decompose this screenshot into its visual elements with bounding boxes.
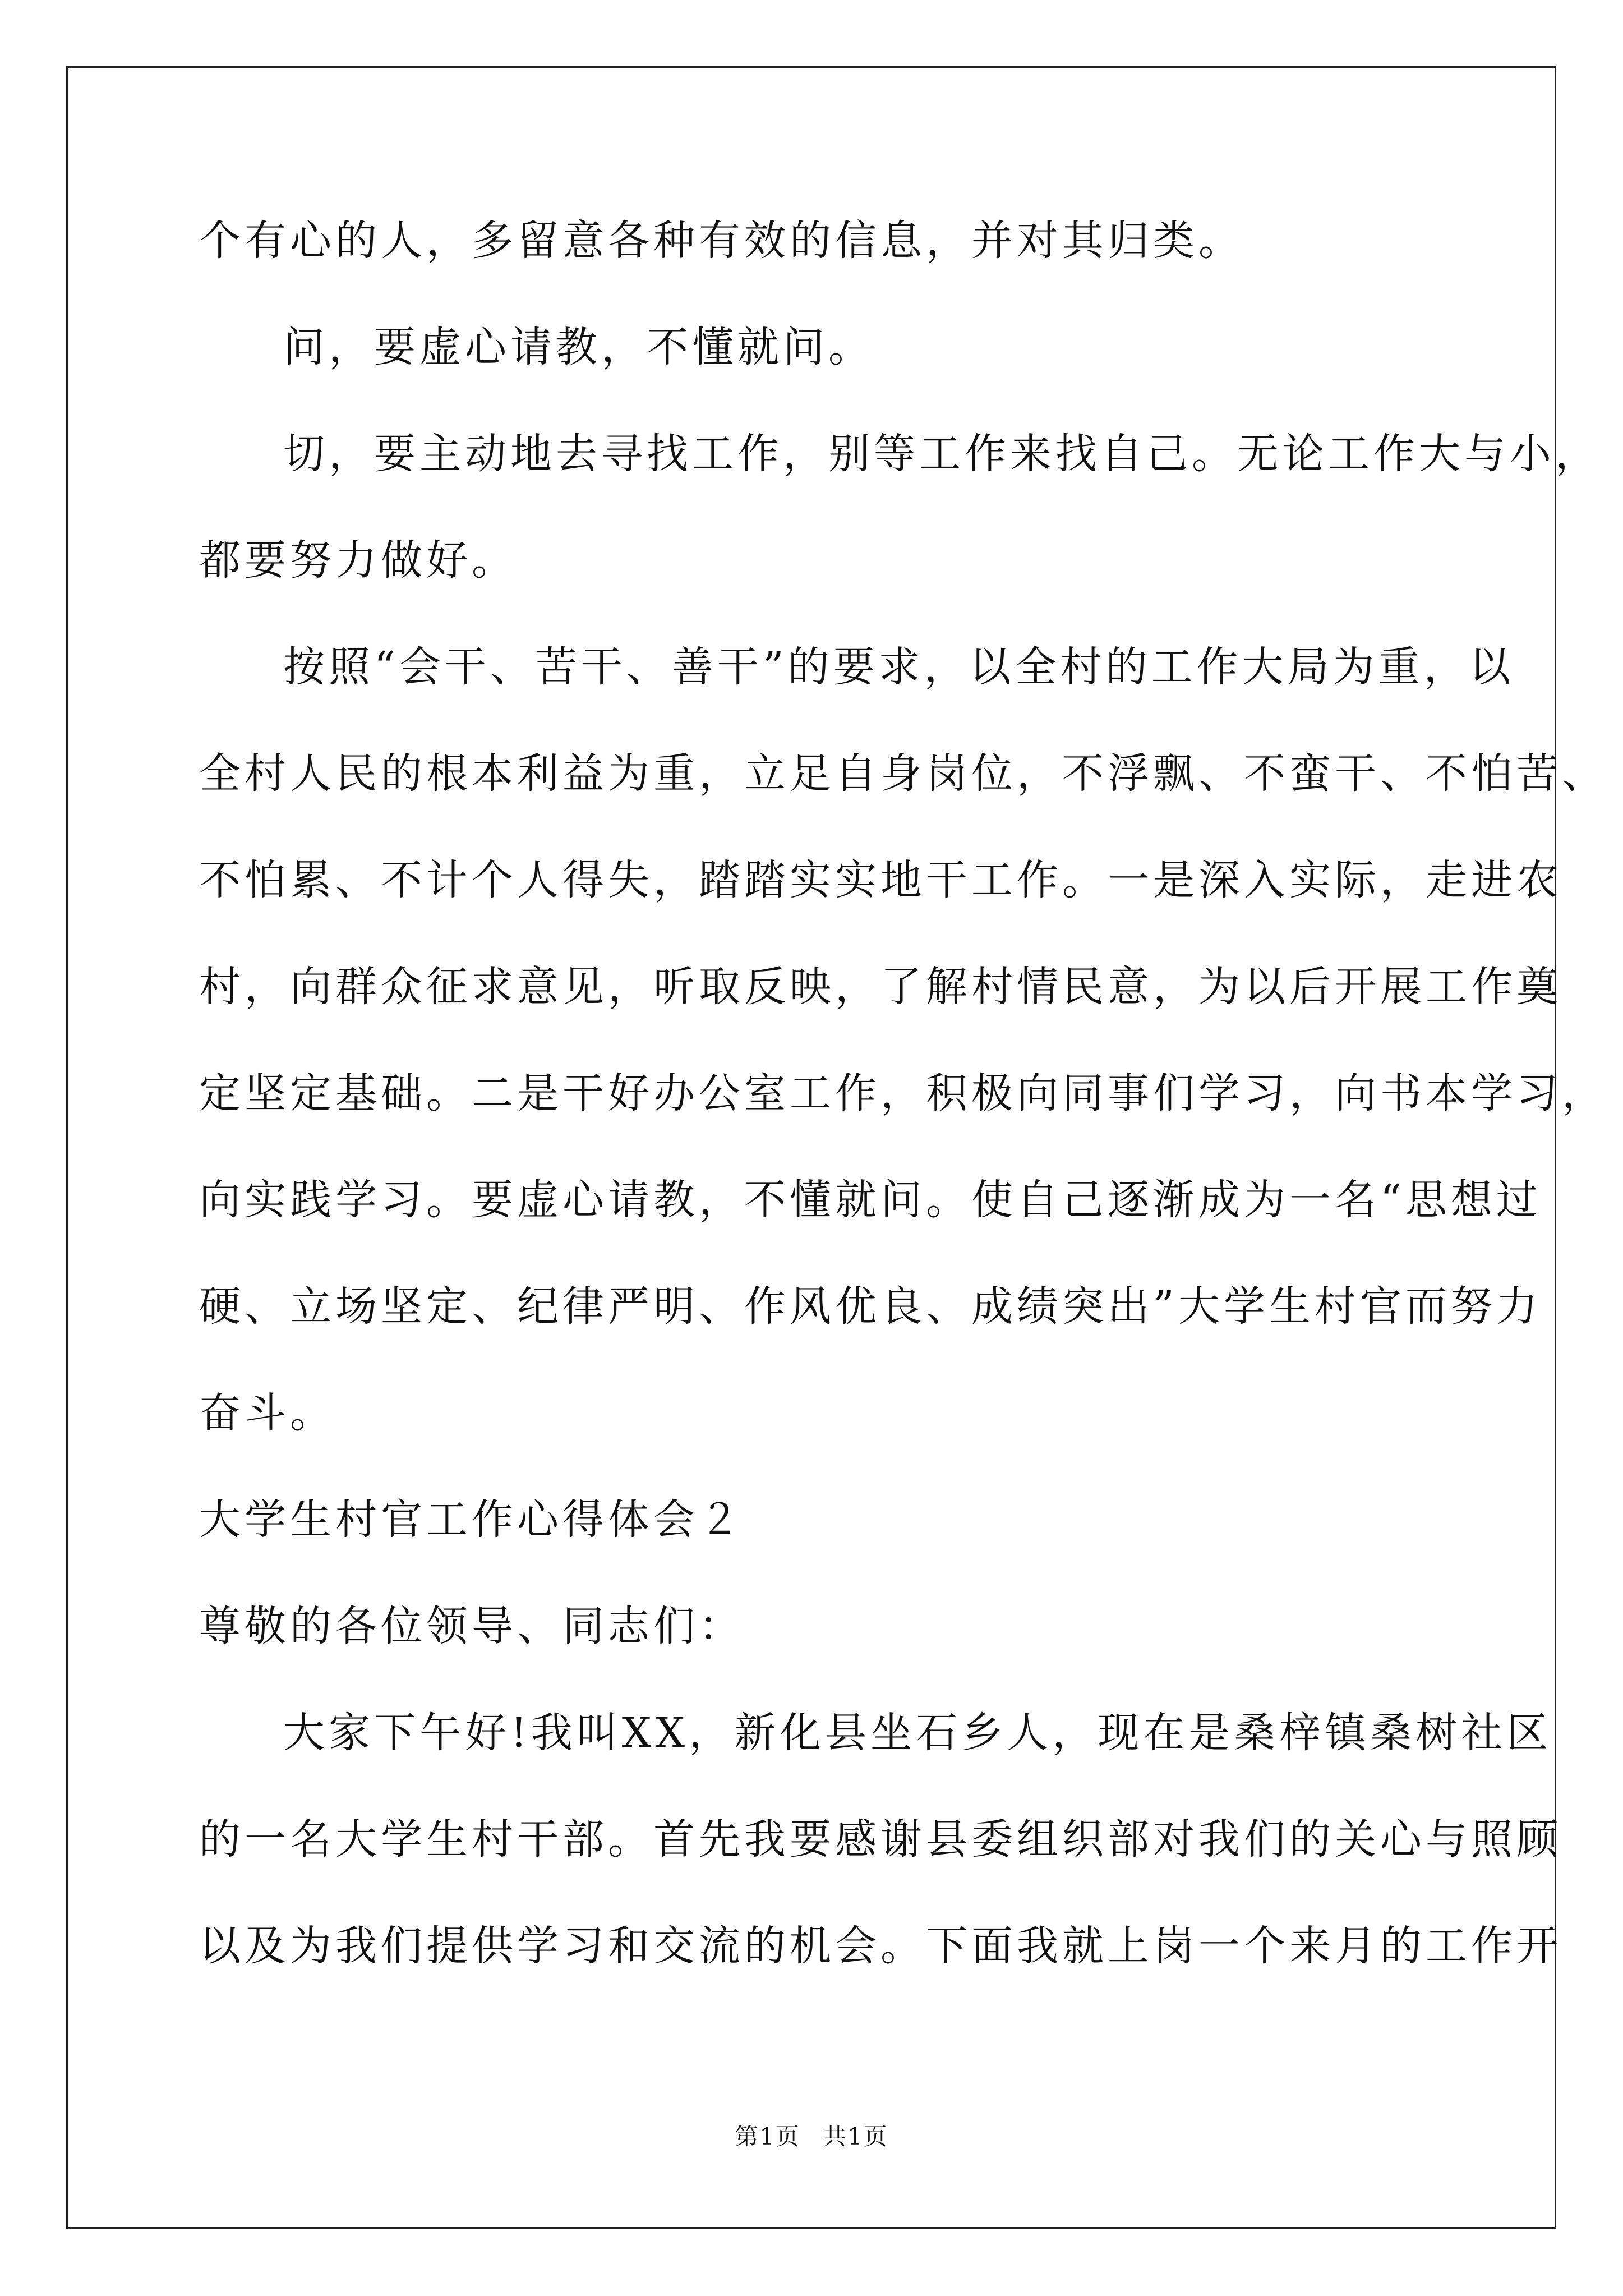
text-line-3: 切，要主动地去寻找工作，别等工作来找自己。无论工作大与小， xyxy=(283,430,1601,478)
text-line-12: 奋斗。 xyxy=(199,1389,335,1437)
text-line-15: 大家下午好!我叫XX，新化县坐石乡人，现在是桑梓镇桑树社区 xyxy=(283,1709,1552,1757)
text-line-2: 问，要虚心请教，不懂就问。 xyxy=(283,323,874,371)
text-line-5: 按照“会干、苦干、善干”的要求，以全村的工作大局为重，以 xyxy=(283,643,1515,691)
text-line-17: 以及为我们提供学习和交流的机会。下面我就上岗一个来月的工作开 xyxy=(199,1922,1562,1970)
salutation-line: 尊敬的各位领导、同志们： xyxy=(199,1602,744,1650)
text-line-1: 个有心的人，多留意各种有效的信息，并对其归类。 xyxy=(199,217,1244,265)
text-line-6: 全村人民的根本利益为重，立足自身岗位，不浮飘、不蛮干、不怕苦、 xyxy=(199,749,1607,798)
page-footer xyxy=(0,2125,1623,2148)
text-line-8: 村，向群众征求意见，听取反映，了解村情民意，为以后开展工作奠 xyxy=(199,963,1562,1011)
text-line-7: 不怕累、不计个人得失，踏踏实实地干工作。一是深入实际，走进农 xyxy=(199,856,1562,904)
text-line-11: 硬、立场坚定、纪律严明、作风优良、成绩突出”大学生村官而努力 xyxy=(199,1282,1542,1331)
text-line-16: 的一名大学生村干部。首先我要感谢县委组织部对我们的关心与照顾 xyxy=(199,1815,1562,1864)
section-heading: 大学生村官工作心得体会２ xyxy=(199,1496,744,1544)
document-body xyxy=(199,217,1607,2032)
page-total: 共1页 xyxy=(823,2123,888,2150)
text-line-9: 定坚定基础。二是干好办公室工作，积极向同事们学习，向书本学习， xyxy=(199,1069,1607,1117)
text-line-4: 都要努力做好。 xyxy=(199,536,517,585)
text-line-10: 向实践学习。要虚心请教，不懂就问。使自己逐渐成为一名“思想过 xyxy=(199,1176,1542,1224)
page-number: 第1页 xyxy=(735,2123,800,2150)
